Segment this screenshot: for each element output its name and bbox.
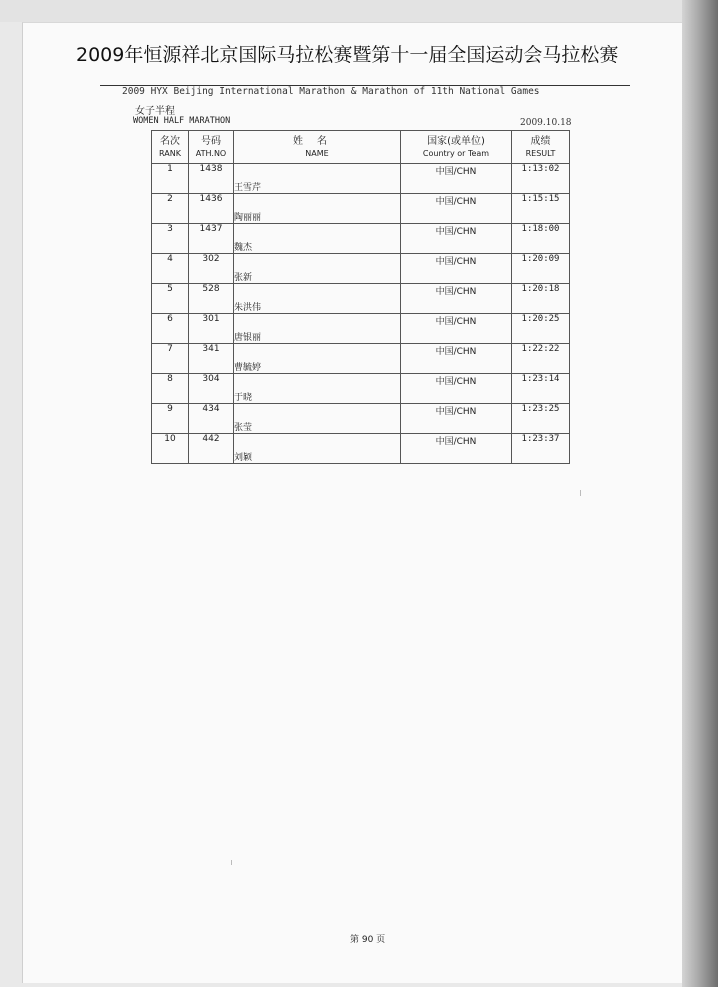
name-cell: 陶丽丽: [234, 194, 401, 224]
bib-header-cn: 号码: [201, 136, 221, 147]
bib-cell: 1436: [189, 194, 234, 224]
name-cell: 张莹: [234, 404, 401, 434]
rank-cell: 9: [152, 404, 189, 434]
rank-cell: 3: [152, 224, 189, 254]
result-column-header: [512, 131, 570, 164]
name-cell: 曹毓婷: [234, 344, 401, 374]
result-cell: 1:20:09: [512, 254, 570, 284]
result-cell: 1:23:14: [512, 374, 570, 404]
bib-cell: 528: [189, 284, 234, 314]
result-header-en: RESULT: [525, 149, 556, 158]
rank-cell: 5: [152, 284, 189, 314]
table-row: [152, 194, 570, 224]
scan-mark: [231, 860, 232, 865]
country-cell: 中国/CHN: [401, 314, 512, 344]
event-date: 2009.10.18: [520, 118, 572, 128]
event-name-cn: 女子半程: [135, 106, 175, 117]
scan-mark: [580, 490, 581, 496]
document-title-en: 2009 HYX Beijing International Marathon & Marathon of 11th National Games: [122, 86, 540, 97]
result-cell: 1:15:15: [512, 194, 570, 224]
country-cell: 中国/CHN: [401, 374, 512, 404]
name-cell: 于晓: [234, 374, 401, 404]
country-header-en: Country or Team: [422, 149, 490, 158]
event-name-en: WOMEN HALF MARATHON: [133, 116, 231, 126]
bib-cell: 304: [189, 374, 234, 404]
country-cell: 中国/CHN: [401, 344, 512, 374]
name-header-en: NAME: [305, 149, 329, 158]
table-header-row: [152, 131, 570, 164]
country-cell: 中国/CHN: [401, 434, 512, 464]
page-edge-shadow: [682, 0, 718, 987]
result-cell: 1:22:22: [512, 344, 570, 374]
result-header-cn: 成绩: [530, 136, 551, 147]
bib-header-en: ATH.NO: [195, 149, 227, 158]
result-cell: 1:13:02: [512, 164, 570, 194]
table-row: [152, 284, 570, 314]
page-number: 第 90 页: [350, 935, 386, 945]
result-cell: 1:23:37: [512, 434, 570, 464]
rank-header-en: RANK: [159, 149, 181, 158]
table-row: [152, 254, 570, 284]
rank-cell: 1: [152, 164, 189, 194]
result-cell: 1:20:18: [512, 284, 570, 314]
bib-cell: 1437: [189, 224, 234, 254]
results-table: [151, 130, 570, 464]
scan-top-band: [0, 0, 718, 22]
result-cell: 1:20:25: [512, 314, 570, 344]
rank-cell: 10: [152, 434, 189, 464]
table-row: [152, 164, 570, 194]
rank-cell: 7: [152, 344, 189, 374]
name-cell: 朱洪伟: [234, 284, 401, 314]
bib-cell: 442: [189, 434, 234, 464]
table-row: [152, 224, 570, 254]
rank-cell: 4: [152, 254, 189, 284]
table-row: [152, 434, 570, 464]
bib-cell: 341: [189, 344, 234, 374]
country-header-cn: 国家(或单位): [427, 136, 485, 147]
document-title-cn: 2009年恒源祥北京国际马拉松赛暨第十一届全国运动会马拉松赛: [76, 44, 619, 66]
rank-cell: 6: [152, 314, 189, 344]
name-column-header: [234, 131, 401, 164]
country-cell: 中国/CHN: [401, 254, 512, 284]
name-cell: 张新: [234, 254, 401, 284]
result-cell: 1:18:00: [512, 224, 570, 254]
rank-cell: 2: [152, 194, 189, 224]
rank-header-cn: 名次: [160, 136, 180, 147]
table-row: [152, 374, 570, 404]
table-row: [152, 314, 570, 344]
name-cell: 王雪芹: [234, 164, 401, 194]
bib-cell: 434: [189, 404, 234, 434]
rank-column-header: [152, 131, 189, 164]
country-cell: 中国/CHN: [401, 284, 512, 314]
name-cell: 魏杰: [234, 224, 401, 254]
country-column-header: [401, 131, 512, 164]
country-cell: 中国/CHN: [401, 224, 512, 254]
country-cell: 中国/CHN: [401, 404, 512, 434]
bib-cell: 302: [189, 254, 234, 284]
country-cell: 中国/CHN: [401, 194, 512, 224]
bib-column-header: [189, 131, 234, 164]
country-cell: 中国/CHN: [401, 164, 512, 194]
table-row: [152, 344, 570, 374]
result-cell: 1:23:25: [512, 404, 570, 434]
bib-cell: 301: [189, 314, 234, 344]
name-header-cn: 姓名: [293, 136, 341, 147]
name-cell: 刘颖: [234, 434, 401, 464]
table-row: [152, 404, 570, 434]
name-cell: 唐银丽: [234, 314, 401, 344]
rank-cell: 8: [152, 374, 189, 404]
bib-cell: 1438: [189, 164, 234, 194]
